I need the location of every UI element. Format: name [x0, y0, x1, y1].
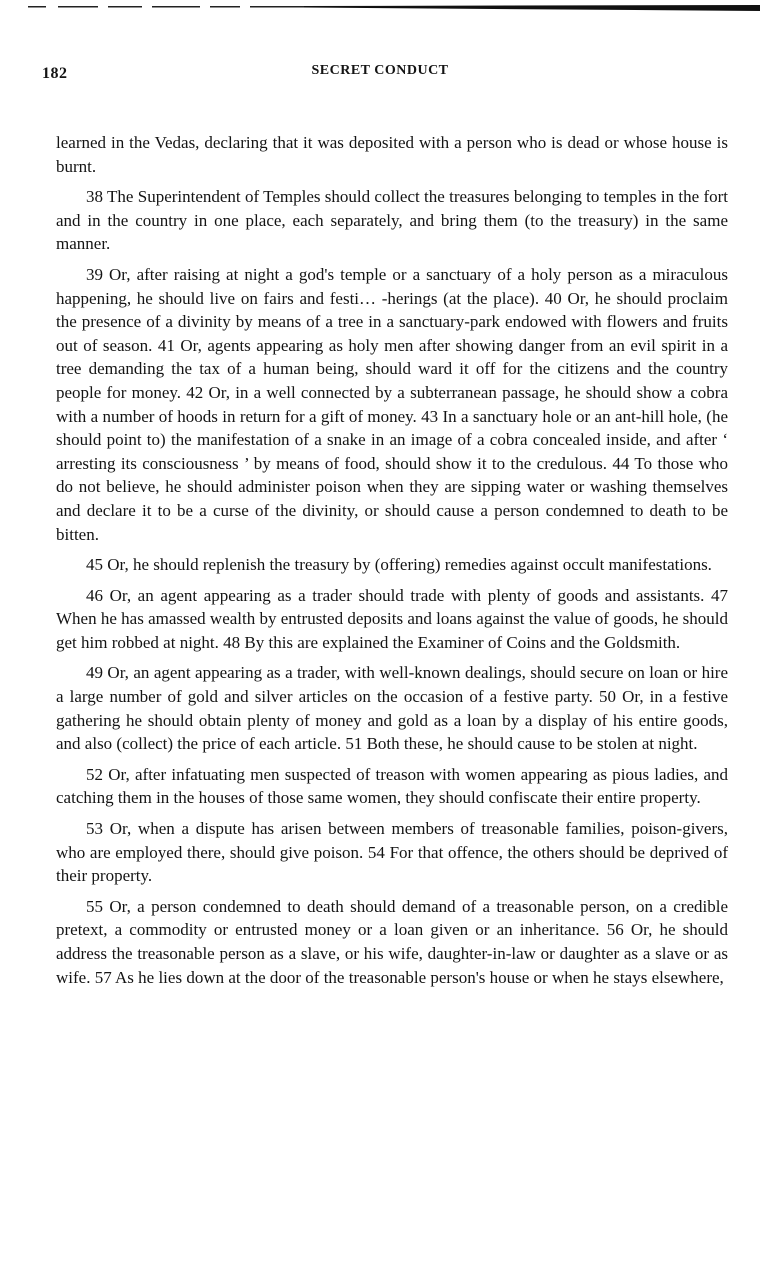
page-number: 182	[42, 65, 68, 82]
paragraph-52: 52 Or, after infatuating men suspected of treason with women appearing as pious ladies, and catching them in the houses of those same women, they should confiscate their entire property.	[56, 764, 728, 808]
paragraph-55-57: 55 Or, a person condemned to death should demand of a treasonable person, on a credible pretext, a commodity or entrusted money or a loan given or an inheritance. 56 Or, he should address the treasonable person as a slave, or his wife, daughter-in-law or daughter as a slave or as wife. 57 As he lies down at the door of the treasonable person's house or when he stays elsewhere,	[56, 896, 728, 987]
paragraph-38: 38 The Superintendent of Temples should collect the treasures belonging to temples in the fort and in the country in one place, each separately, and bring them (to the treasury) in the same manner.	[56, 187, 728, 254]
paragraph-39-44: 39 Or, after raising at night a god's temple or a sanctuary of a holy person as a miraculous happening, he should live on fairs and festi… -herings (at the place). 40 Or, he should proclaim the presence of a divinity by means of a tree in a sanctuary-park endowed with flowers and fruits out of season. 41 Or, agents appearing as holy men after showing danger from an evil spirit in a tree demanding the tax of a human being, should ward it off for the citizens and the country people for money. 42 Or, in a well connected by a subterranean passage, he should show a cobra with a number of hoods in return for a gift of money. 43 In a sanctuary hole or an ant-hill hole, (he should point to) the manifestation of a snake in an image of a cobra concealed inside, and after ‘ arresting its consciousness ’ by means of food, should show it to the credulous. 44 To those who do not believe, he should administer poison when they are sipping water or washing themselves and declare it to be a curse of the divinity, or should cause a person condemned to death to be bitten.	[56, 264, 728, 544]
paragraph-49-51: 49 Or, an agent appearing as a trader, with well-known dealings, should secure on loan or hire a large number of gold and silver articles on the occasion of a festive party. 50 Or, in a festive gathering he should obtain plenty of money and gold as a loan by a display of his entire goods, and also (collect) the price of each article. 51 Both these, he should cause to be stolen at night.	[56, 663, 728, 754]
paragraph-46-48: 46 Or, an agent appearing as a trader should trade with plenty of goods and assistants. 47 When he has amassed wealth by entrusted deposits and loans against the value of goods, he should get him robbed at night. 48 By this are explained the Examiner of Coins and the Goldsmith.	[56, 585, 728, 652]
scan-edge-rule	[28, 4, 760, 11]
text-body	[56, 131, 728, 996]
paragraph-45: 45 Or, he should replenish the treasury by (offering) remedies against occult manifestations.	[86, 555, 712, 575]
paragraph-53-54: 53 Or, when a dispute has arisen between members of treasonable families, poison-givers, who are employed there, should give poison. 54 For that offence, the others should be deprived of their property.	[56, 819, 728, 886]
running-title: SECRET CONDUCT	[311, 63, 449, 78]
paragraph-continuation: learned in the Vedas, declaring that it was deposited with a person who is dead or whose house is burnt.	[56, 133, 728, 176]
